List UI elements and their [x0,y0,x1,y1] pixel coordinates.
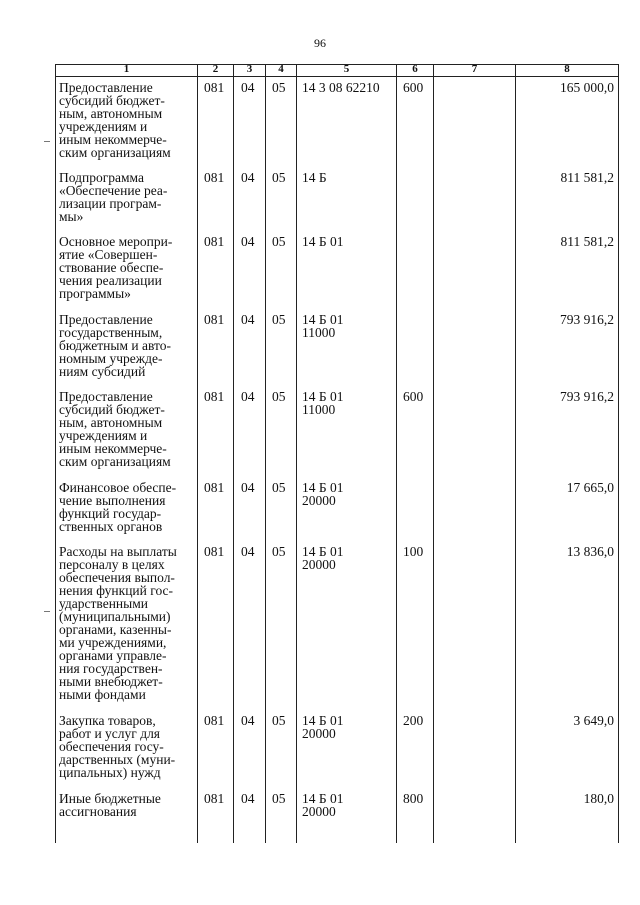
row-amount: 811 581,2 [560,234,614,249]
row-expense-type: 800 [403,791,424,806]
col-border-4-5 [296,64,297,843]
row-subsection-code: 05 [272,80,286,95]
row-section-code: 04 [241,312,255,327]
row-target-article: 14 Б 01 20000 [302,791,344,819]
col-border-left [55,64,56,843]
row-ministry-code: 081 [204,312,225,327]
row-amount: 793 916,2 [560,312,614,327]
row-subsection-code: 05 [272,312,286,327]
header-col-4: 4 [278,63,284,75]
row-description: Подпрограмма «Обеспечение реа- лизации програм- мы» [59,170,168,224]
row-target-article: 14 Б 01 20000 [302,544,344,572]
header-col-6: 6 [412,63,418,75]
row-ministry-code: 081 [204,170,225,185]
header-col-3: 3 [246,63,253,75]
header-col-8: 8 [564,63,570,75]
row-description: Расходы на выплаты персоналу в целях обеспечения выпол- нения функций гос- ударственными (муниципальными) органами, казенны- ми учреждениями, органами управле- ния государствен- ными внебюджет- ными фондами [59,544,177,702]
row-target-article: 14 Б 01 [302,234,344,249]
row-ministry-code: 081 [204,791,225,806]
col-border-3-4 [265,64,266,843]
row-expense-type: 600 [403,389,424,404]
col-border-right [618,64,619,843]
row-description: Иные бюджетные ассигнования [59,791,161,819]
row-amount: 13 836,0 [566,544,614,559]
row-description: Финансовое обеспе- чение выполнения функций государ- ственных органов [59,480,177,534]
row-subsection-code: 05 [272,713,286,728]
row-amount: 180,0 [583,791,614,806]
row-target-article: 14 Б [302,170,327,185]
row-ministry-code: 081 [204,480,225,495]
row-target-article: 14 Б 01 20000 [302,480,344,508]
row-amount: 17 665,0 [566,480,614,495]
row-ministry-code: 081 [204,80,225,95]
row-ministry-code: 081 [204,713,225,728]
header-col-5: 5 [343,63,350,75]
header-col-2: 2 [212,63,219,75]
header-col-7: 7 [471,63,478,75]
row-description: Предоставление субсидий бюджет- ным, автономным учреждениям и иным некоммерче- ским организациям [59,80,171,160]
row-section-code: 04 [241,389,255,404]
row-section-code: 04 [241,791,255,806]
row-subsection-code: 05 [272,791,286,806]
col-border-6-7 [433,64,434,843]
row-description: Закупка товаров, работ и услуг для обеспечения госу- дарственных (муни- ципальных) нужд [59,713,176,780]
header-col-1: 1 [123,63,130,75]
row-target-article: 14 Б 01 11000 [302,389,344,417]
row-subsection-code: 05 [272,170,286,185]
row-amount: 165 000,0 [560,80,614,95]
row-section-code: 04 [241,80,255,95]
row-subsection-code: 05 [272,389,286,404]
row-expense-type: 200 [403,713,424,728]
row-target-article: 14 3 08 62210 [302,80,380,95]
row-target-article: 14 Б 01 20000 [302,713,344,741]
row-expense-type: 600 [403,80,424,95]
col-border-5-6 [396,64,397,843]
row-subsection-code: 05 [272,544,286,559]
scan-artifact [44,611,50,612]
row-ministry-code: 081 [204,389,225,404]
row-section-code: 04 [241,234,255,249]
col-border-1-2 [197,64,198,843]
row-section-code: 04 [241,544,255,559]
row-amount: 3 649,0 [573,713,614,728]
row-section-code: 04 [241,480,255,495]
row-section-code: 04 [241,170,255,185]
row-description: Предоставление субсидий бюджет- ным, автономным учреждениям и иным некоммерче- ским организациям [59,389,171,469]
row-expense-type: 100 [403,544,424,559]
row-target-article: 14 Б 01 11000 [302,312,344,340]
row-amount: 793 916,2 [560,389,614,404]
row-section-code: 04 [241,713,255,728]
row-subsection-code: 05 [272,234,286,249]
row-description: Основное меропри- ятие «Совершен- ствование обеспе- чения реализации программы» [59,234,173,301]
row-ministry-code: 081 [204,234,225,249]
row-description: Предоставление государственным, бюджетным и авто- номным учрежде- ниям субсидий [59,312,171,379]
header-separator [55,76,619,77]
page-number: 96 [314,36,326,50]
row-ministry-code: 081 [204,544,225,559]
row-subsection-code: 05 [272,480,286,495]
col-border-2-3 [233,64,234,843]
scan-artifact [44,141,50,142]
row-amount: 811 581,2 [560,170,614,185]
